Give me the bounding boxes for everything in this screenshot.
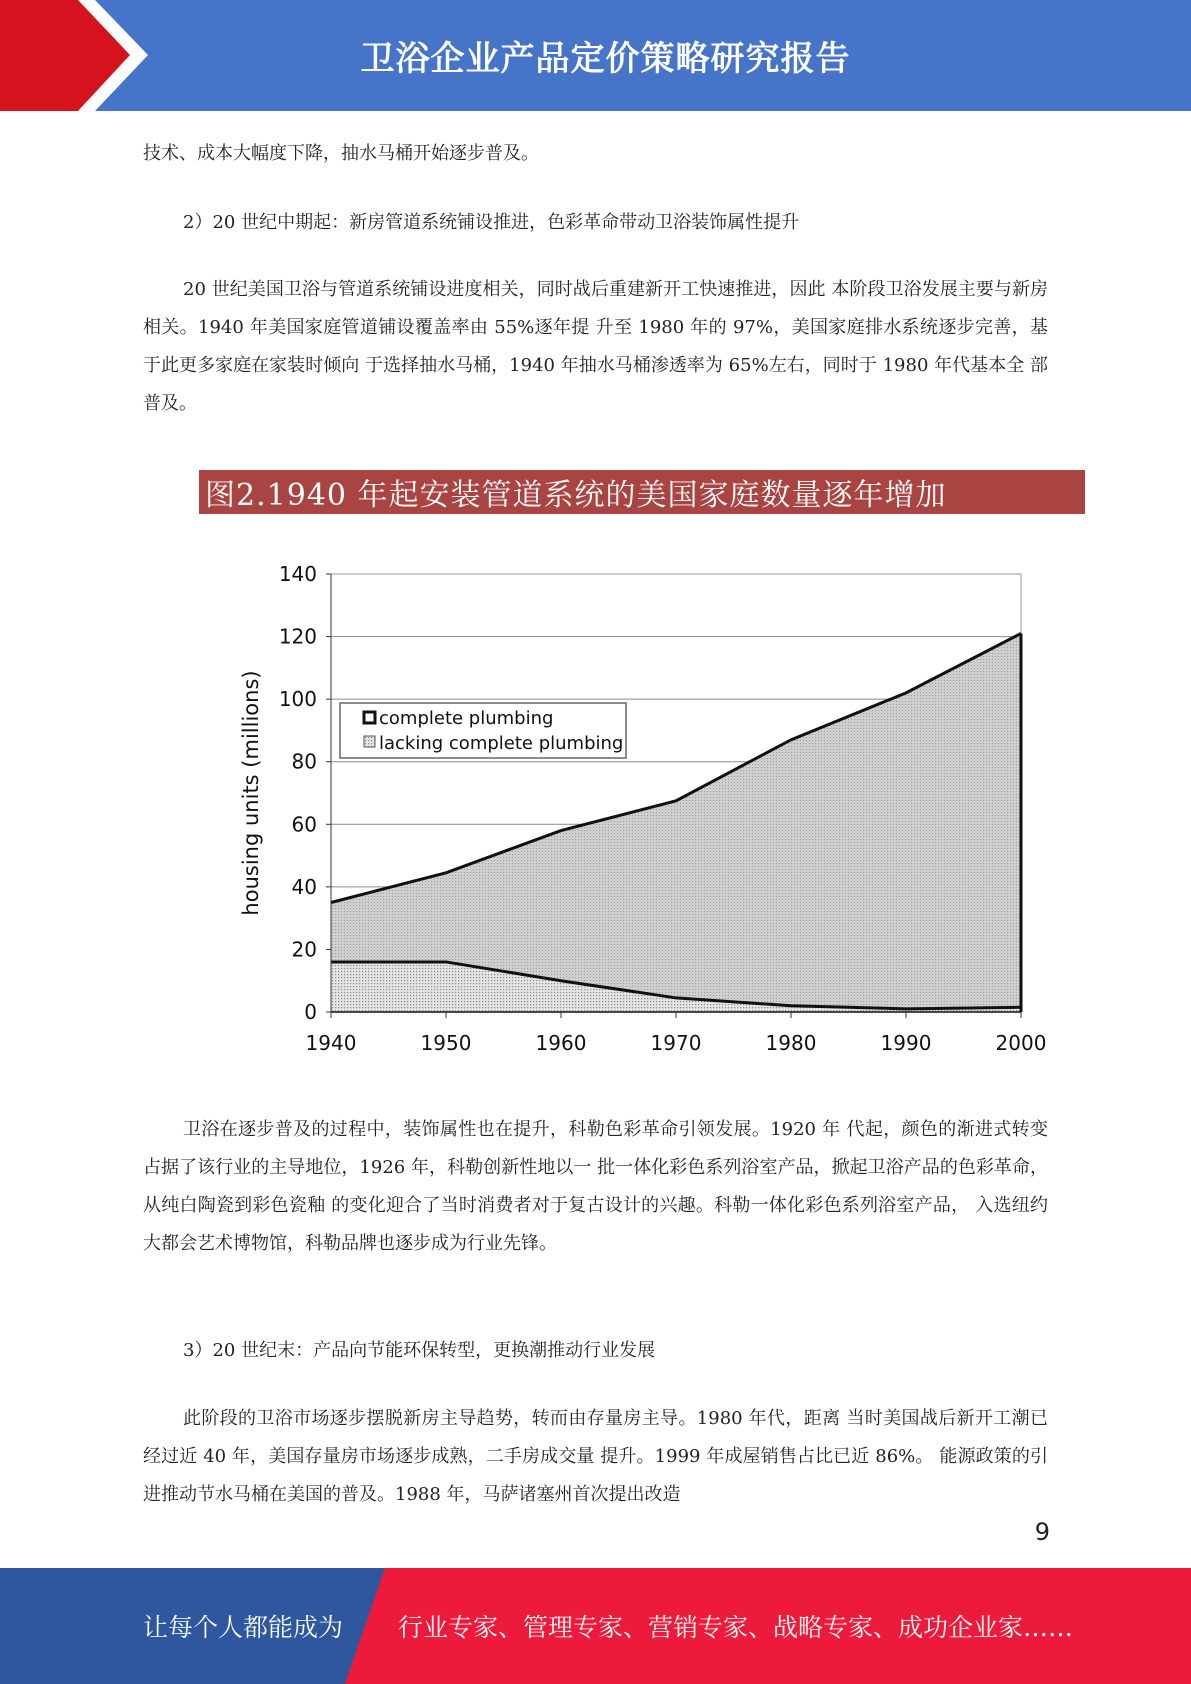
y-tick-label: 100 [278, 687, 317, 712]
x-tick-label: 1950 [420, 1031, 472, 1055]
paragraph-4: 卫浴在逐步普及的过程中，装饰属性也在提升，科勒色彩革命引领发展。1920 年 代起，颜色的渐进式转变占据了该行业的主导地位，1926 年，科勒创新性地以一 批一体化彩色系列浴室产品，掀起卫浴产品的色彩革命，从纯白陶瓷到彩色瓷釉 的变化迎合了当时消费者对于复古设计的兴趣。科勒一体化彩色系列浴室产品， 入选纽约大都会艺术博物馆，科勒品牌也逐步成为行业先锋。 [143, 1119, 1048, 1254]
y-tick-label: 60 [291, 812, 317, 837]
x-tick-label: 1990 [880, 1031, 932, 1055]
page-footer [0, 1568, 1191, 1684]
figure-title: 图2.1940 年起安装管道系统的美国家庭数量逐年增加 [199, 470, 1085, 514]
legend-label-complete: complete plumbing [379, 708, 554, 729]
y-tick-label: 0 [304, 1000, 317, 1024]
section-heading-3: 3）20 世纪末：产品向节能环保转型，更换潮推动行业发展 [183, 1340, 656, 1361]
y-tick-label: 120 [278, 624, 317, 649]
page-number: 9 [1034, 1518, 1050, 1546]
x-tick-label: 1940 [305, 1031, 357, 1055]
section-heading-2: 2）20 世纪中期起：新房管道系统铺设推进，色彩革命带动卫浴装饰属性提升 [183, 212, 800, 233]
legend-swatch-complete [364, 712, 375, 723]
legend-label-lacking: lacking complete plumbing [379, 733, 624, 754]
y-tick-label: 140 [278, 562, 317, 586]
page-header [0, 0, 1191, 111]
paragraph-3: 20 世纪美国卫浴与管道系统铺设进度相关，同时战后重建新开工快速推进，因此 本阶段卫浴发展主要与新房相关。1940 年美国家庭管道铺设覆盖率由 55%逐年提 升至 1980 年的 97%，美国家庭排水系统逐步完善，基于此更多家庭在家装时倾向 于选择抽水马桶，1940 年抽水马桶渗透率为 65%左右，同时于 1980 年代基本全 部普及。 [143, 279, 1048, 414]
y-axis-label: housing units (millions) [239, 670, 263, 916]
y-tick-label: 40 [291, 874, 317, 899]
x-tick-label: 2000 [995, 1031, 1047, 1055]
report-title: 卫浴企业产品定价策略研究报告 [360, 39, 851, 79]
y-tick-label: 80 [291, 749, 317, 774]
footer-slogan-right: 行业专家、管理专家、营销专家、战略专家、成功企业家…… [398, 1613, 1074, 1642]
x-tick-label: 1980 [765, 1031, 817, 1055]
legend-swatch-lacking [364, 736, 375, 747]
paragraph-6: 此阶段的卫浴市场逐步摆脱新房主导趋势，转而由存量房主导。1980 年代，距离 当时美国战后新开工潮已经过近 40 年，美国存量房市场逐步成熟，二手房成交量 提升。1999 年成屋销售占比已近 86%。 能源政策的引进推动节水马桶在美国的普及。1988 年，马萨诸塞州首次提出改造 [143, 1408, 1048, 1505]
x-tick-label: 1960 [535, 1031, 587, 1055]
paragraph-1: 技术、成本大幅度下降，抽水马桶开始逐步普及。 [143, 143, 539, 164]
y-tick-label: 20 [291, 937, 317, 962]
chart-svg [185, 545, 1085, 1070]
chart [185, 545, 1085, 1070]
footer-slogan-left: 让每个人都能成为 [143, 1613, 344, 1642]
x-tick-label: 1970 [650, 1031, 702, 1055]
